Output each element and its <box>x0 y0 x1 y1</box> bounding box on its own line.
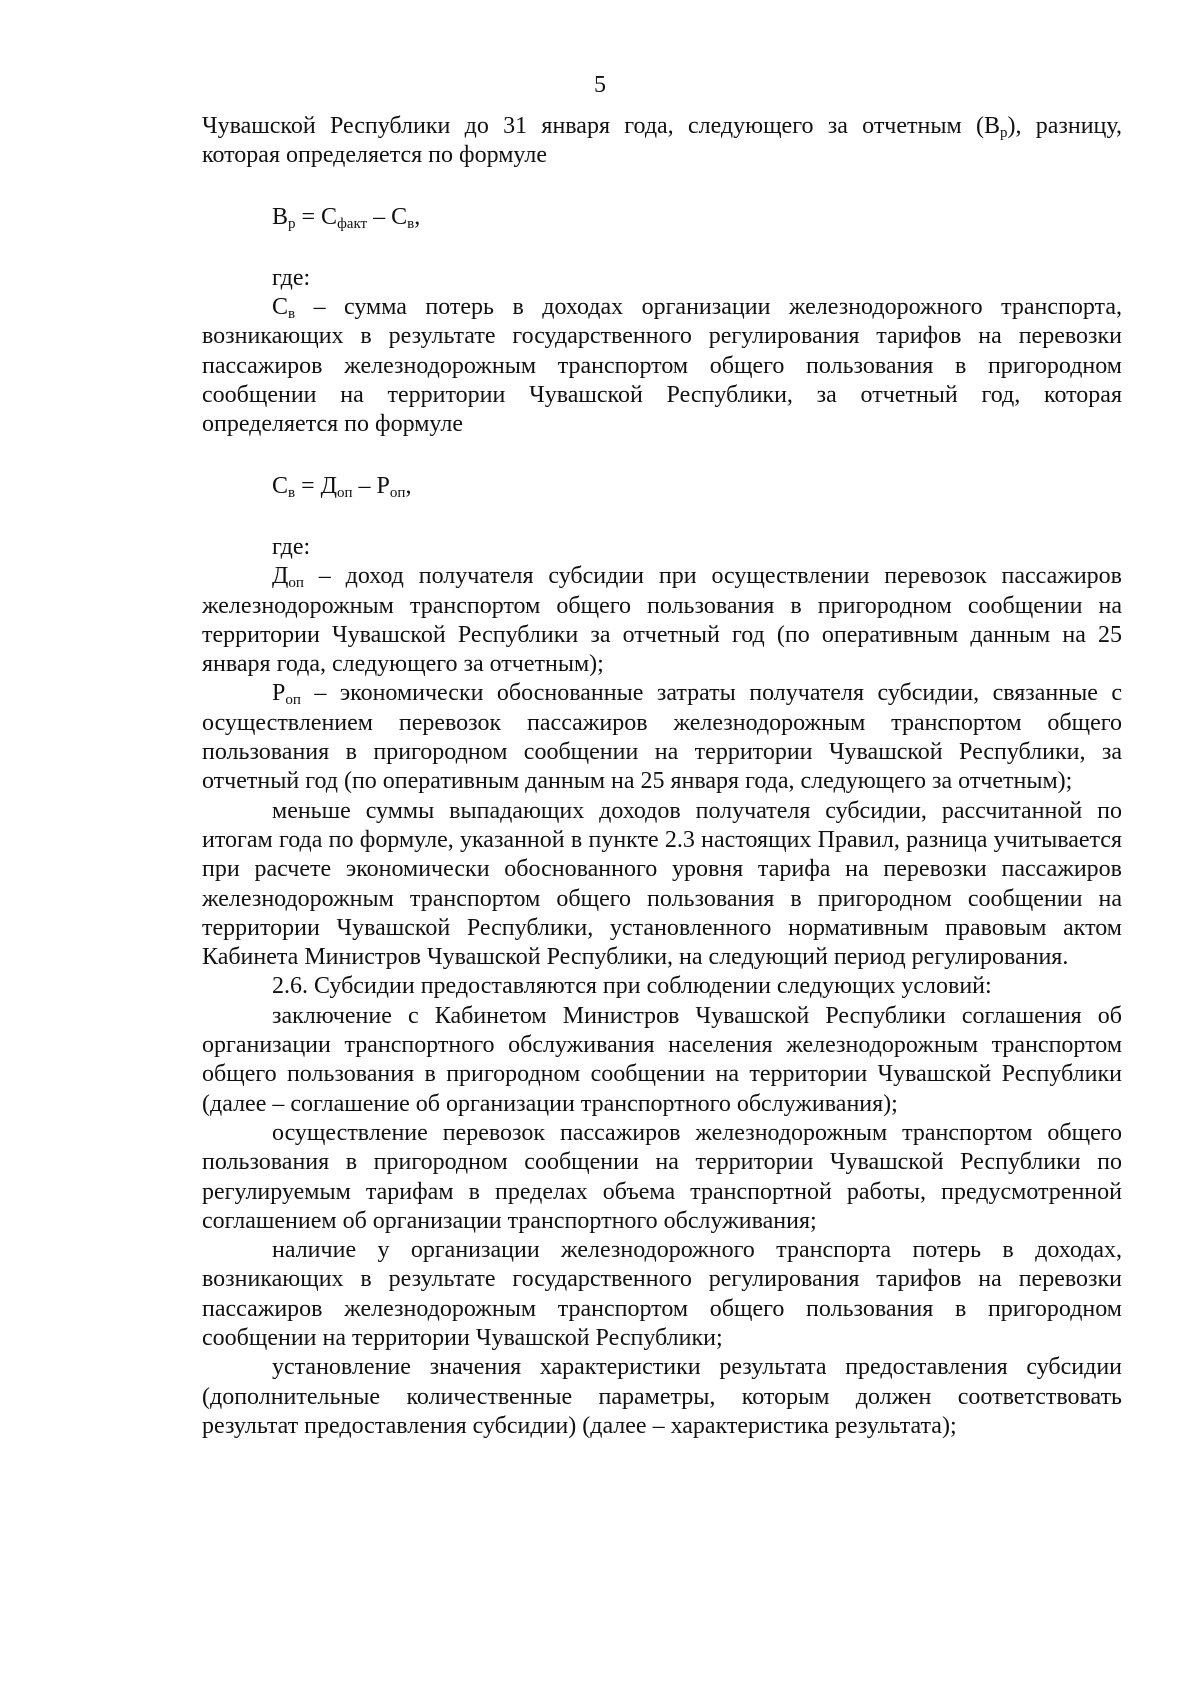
paragraph: меньше суммы выпадающих доходов получателя субсидии, рассчитанной по итогам года по формуле, указанной в пункте 2.3 настоящих Правил, разница учитывается при расчете экономически обоснованного уровня тарифа на перевозки пассажиров железнодорожным транспортом общего пользования в пригородном сообщении на территории Чувашской Республики, установленного нормативным правовым актом Кабинета Министров Чувашской Республики, на следующий период регулирования. <box>202 797 1122 971</box>
where-label: где: <box>272 533 311 560</box>
definition-cv: $С_в$ – сумма потерь в доходах организации железнодорожного транспорта, возникающих в результате государственного регулирования тарифов на перевозки пассажиров железнодорожным транспортом общего пользования в пригородном сообщении на территории Чувашской Республики, за отчетный год, которая определяется по формуле <box>202 294 1122 438</box>
condition-item: установление значения характеристики результата предоставления субсидии (дополнительные количественные параметры, которым должен соответствовать результат предоставления субсидии) (далее – характеристика результата); <box>202 1354 1122 1439</box>
formula-cv: $С_в = Д_{оп} - Р_{оп}$, <box>272 472 412 501</box>
formula-vr: $В_р = С_{факт} - С_в$, <box>272 203 421 232</box>
definition-dop: $Д_{оп}$ – доход получателя субсидии при осуществлении перевозок пассажиров железнодорожным транспортом общего пользования в пригородном сообщении на территории Чувашской Республики за отчетный год (по оперативным данным на 25 января года, следующего за отчетным); <box>202 563 1122 678</box>
definition-rop: $Р_{оп}$ – экономически обоснованные затраты получателя субсидии, связанные с осуществлением перевозок пассажиров железнодорожным транспортом общего пользования в пригородном сообщении на территории Чувашской Республики, за отчетный год (по оперативным данным на 25 января года, следующего за отчетным); <box>202 680 1122 795</box>
condition-item: наличие у организации железнодорожного транспорта потерь в доходах, возникающих в результате государственного регулирования тарифов на перевозки пассажиров железнодорожным транспортом общего пользования в пригородном сообщении на территории Чувашской Республики; <box>202 1237 1122 1351</box>
paragraph-continuation: Чувашской Республики до 31 января года, следующего за отчетным $(В_р)$, разницу, которая определяется по формуле <box>202 113 1122 169</box>
condition-item: осуществление перевозок пассажиров железнодорожным транспортом общего пользования в пригородном сообщении на территории Чувашской Республики по регулируемым тарифам в пределах объема транспортной работы, предусмотренной соглашением об организации транспортного обслуживания; <box>202 1119 1122 1234</box>
page-number: 5 <box>594 72 606 98</box>
condition-item: заключение с Кабинетом Министров Чувашской Республики соглашения об организации транспортного обслуживания населения железнодорожным транспортом общего пользования в пригородном сообщении на территории Чувашской Республики (далее – соглашение об организации транспортного обслуживания); <box>202 1002 1122 1117</box>
where-label: где: <box>272 264 311 291</box>
document-body <box>202 112 1122 1441</box>
section-2-6: 2.6. Субсидии предоставляются при соблюдении следующих условий: <box>272 973 992 1000</box>
